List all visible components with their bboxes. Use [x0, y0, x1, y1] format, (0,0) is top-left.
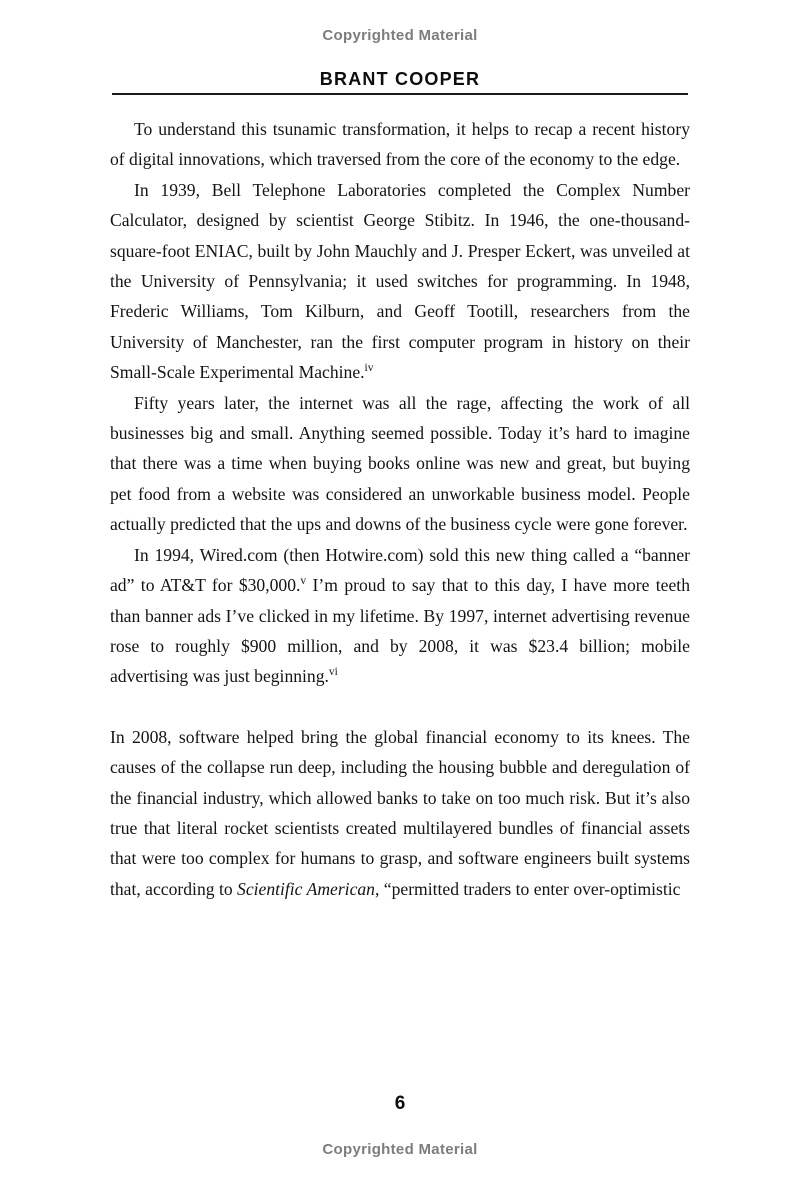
paragraph-text: To understand this tsunamic transformation, it helps to recap a recent history of digital innovations, which traversed from the core of the economy to the edge. — [110, 119, 690, 170]
copyright-notice-bottom: Copyrighted Material — [322, 1141, 478, 1158]
paragraph-text: In 1939, Bell Telephone Laboratories completed the Complex Number Calculator, designed by scientist George Stibitz. In 1946, the one-thousand-square-foot ENIAC, built by John Mauchly and J. Presper Eckert, was unveiled at the University of Pennsylvania; it used switches for programming. In 1948, Frederic Williams, Tom Kilburn, and Geoff Tootill, researchers from the University of Manchester, ran the first computer program in history on their Small-Scale Experimental Machine. — [110, 179, 690, 383]
page-number: 6 — [394, 1093, 406, 1114]
paragraph-early-computers — [110, 175, 690, 388]
running-head-author: BRANT COOPER — [319, 69, 481, 89]
paragraph-banner-ads — [110, 540, 690, 692]
footnote-ref-vi: vi — [328, 666, 338, 679]
paragraph-financial-crisis — [110, 722, 690, 904]
paragraph-intro — [110, 114, 690, 175]
footnote-ref-v: v — [300, 575, 307, 588]
paragraph-internet-era — [110, 388, 690, 540]
paragraph-text: In 2008, software helped bring the global financial economy to its knees. The causes of the collapse run deep, including the housing bubble and deregulation of the financial industry, which allowed banks to take on too much risk. But it’s also true that literal rocket scientists created multilayered bundles of financial assets that were too complex for humans to grasp, and software engineers built systems that, according to — [110, 726, 690, 899]
page-body — [110, 114, 690, 904]
paragraph-text: Fifty years later, the internet was all the rage, affecting the work of all businesses big and small. Anything seemed possible. Today it’s hard to imagine that there was a time when buying books online was new and great, but buying pet food from a website was considered an unworkable business model. People actually predicted that the ups and downs of the business cycle were gone forever. — [110, 392, 690, 535]
paragraph-text: I’m proud to say that to this day, I have more teeth than banner ads I’ve clicked in my lifetime. By 1997, internet advertising revenue rose to roughly $900 million, and by 2008, it was $23.4 billion; mobile advertising was just beginning. — [110, 575, 690, 687]
header-rule — [112, 93, 688, 95]
paragraph-text: In 1994, Wired.com (then Hotwire.com) sold this new thing called a “banner ad” to AT&T for $30,000. — [110, 544, 690, 596]
paragraph-text: , “permitted traders to enter over-optimistic — [374, 878, 681, 899]
publication-title-italic: Scientific American — [237, 878, 375, 899]
footnote-ref-iv: iv — [364, 362, 374, 375]
copyright-notice-top: Copyrighted Material — [322, 27, 478, 44]
